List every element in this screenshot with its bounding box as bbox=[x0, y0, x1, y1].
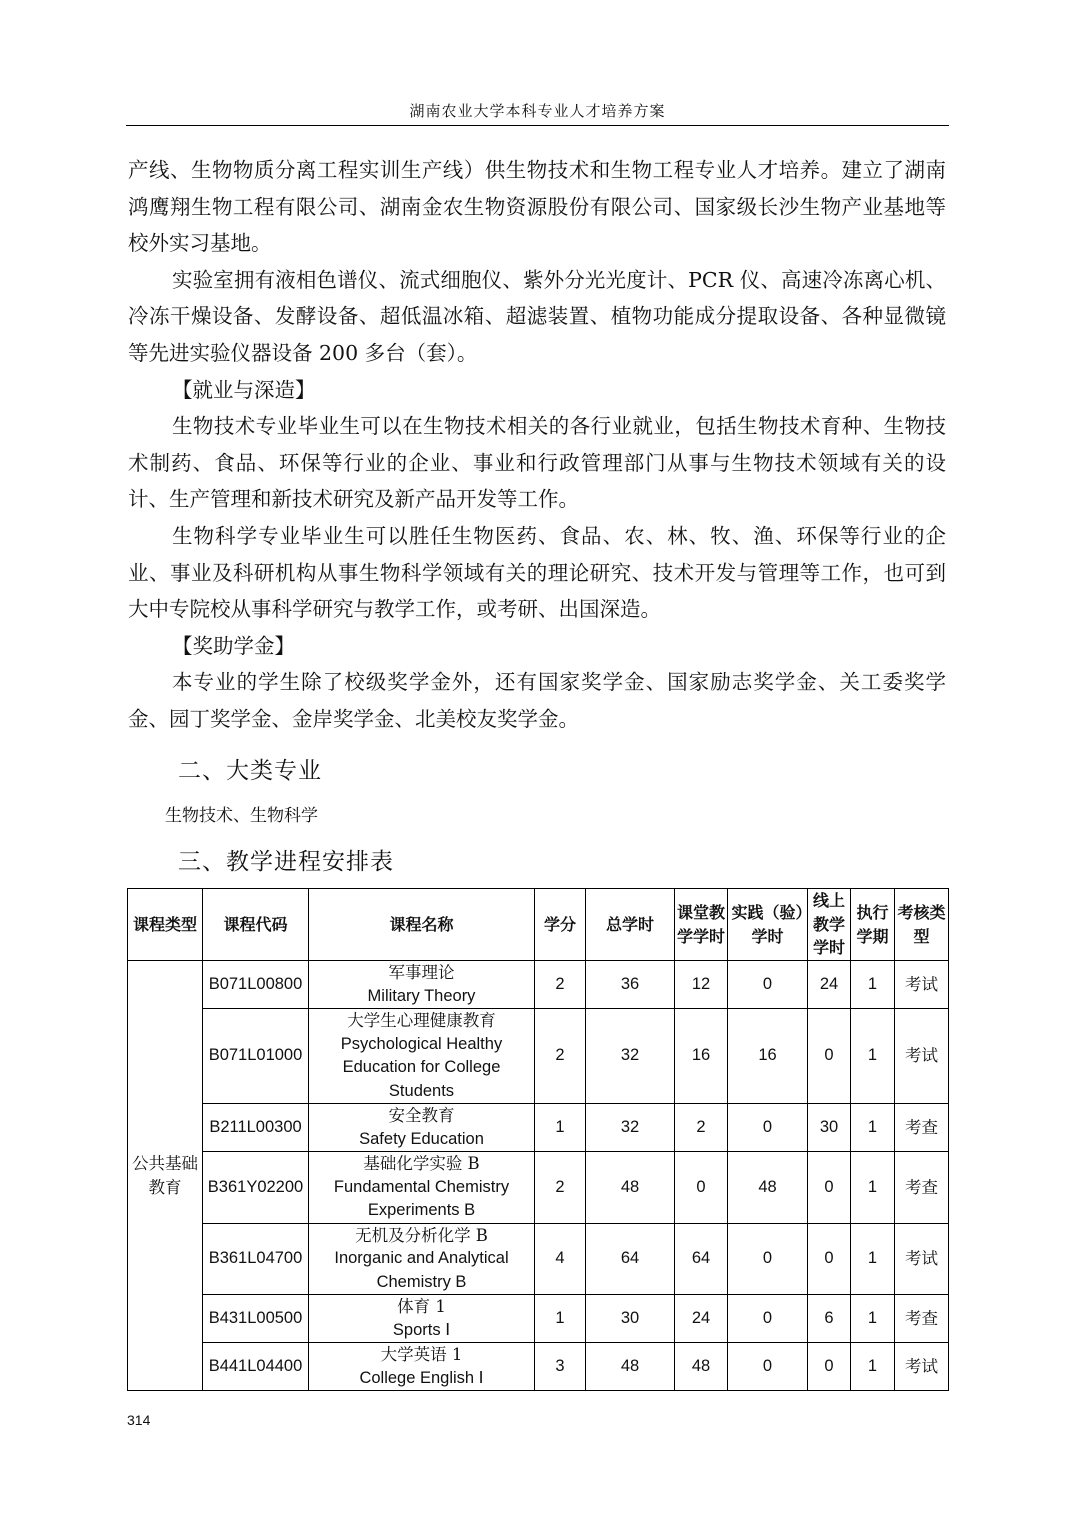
online-hours: 0 bbox=[808, 1009, 851, 1104]
assessment: 考试 bbox=[895, 1009, 949, 1104]
header-assessment: 考核类型 bbox=[895, 889, 949, 961]
semester: 1 bbox=[851, 1295, 895, 1343]
online-hours: 0 bbox=[808, 1223, 851, 1295]
practice-hours: 0 bbox=[728, 1223, 808, 1295]
body-text bbox=[128, 152, 946, 738]
category-cell: 公共基础教育 bbox=[128, 961, 203, 1391]
online-hours: 0 bbox=[808, 1152, 851, 1224]
majors-list: 生物技术、生物科学 bbox=[165, 806, 318, 826]
total-hours: 32 bbox=[586, 1104, 675, 1152]
assessment: 考试 bbox=[895, 1343, 949, 1391]
assessment: 考试 bbox=[895, 961, 949, 1009]
course-name-zh: 大学英语 1 bbox=[380, 1345, 463, 1364]
course-name-en: Safety Education bbox=[359, 1129, 484, 1148]
online-hours: 30 bbox=[808, 1104, 851, 1152]
course-name-en: Psychological Healthy Education for College Students bbox=[340, 1034, 503, 1100]
paragraph-bioscience-employment: 生物科学专业毕业生可以胜任生物医药、食品、农、林、牧、渔、环保等行业的企业、事业及科研机构从事生物科学领域有关的理论研究、技术开发与管理等工作，也可到大中专院校从事科学研究与教学工作，或考研、出国深造。 bbox=[128, 523, 946, 622]
classroom-hours: 12 bbox=[675, 961, 728, 1009]
table-row bbox=[128, 1009, 949, 1104]
assessment: 考试 bbox=[895, 1223, 949, 1295]
header-semester: 执行学期 bbox=[851, 889, 895, 961]
credits: 3 bbox=[535, 1343, 586, 1391]
course-code: B431L00500 bbox=[203, 1295, 309, 1343]
header-practice-hours: 实践（验）学时 bbox=[728, 889, 808, 961]
course-name bbox=[309, 1009, 535, 1104]
course-name bbox=[309, 1104, 535, 1152]
assessment: 考查 bbox=[895, 1152, 949, 1224]
semester: 1 bbox=[851, 1104, 895, 1152]
online-hours: 0 bbox=[808, 1343, 851, 1391]
total-hours: 48 bbox=[586, 1152, 675, 1224]
table-row bbox=[128, 1343, 949, 1391]
course-name-en: Fundamental Chemistry Experiments B bbox=[333, 1177, 510, 1219]
running-header: 湖南农业大学本科专业人才培养方案 bbox=[409, 102, 666, 120]
credits: 2 bbox=[535, 1152, 586, 1224]
course-name-zh: 基础化学实验 B bbox=[363, 1154, 480, 1173]
total-hours: 32 bbox=[586, 1009, 675, 1104]
course-code: B441L04400 bbox=[203, 1343, 309, 1391]
table-row bbox=[128, 1152, 949, 1224]
subheading-employment: 【就业与深造】 bbox=[172, 377, 316, 402]
course-name-zh: 大学生心理健康教育 bbox=[347, 1011, 496, 1030]
classroom-hours: 24 bbox=[675, 1295, 728, 1343]
header-course-type: 课程类型 bbox=[128, 889, 203, 961]
classroom-hours: 16 bbox=[675, 1009, 728, 1104]
credits: 1 bbox=[535, 1295, 586, 1343]
assessment: 考查 bbox=[895, 1104, 949, 1152]
practice-hours: 0 bbox=[728, 1104, 808, 1152]
table-row bbox=[128, 961, 949, 1009]
semester: 1 bbox=[851, 1009, 895, 1104]
semester: 1 bbox=[851, 1223, 895, 1295]
course-name-zh: 军事理论 bbox=[388, 963, 455, 982]
header-course-code: 课程代码 bbox=[203, 889, 309, 961]
course-name-zh: 安全教育 bbox=[388, 1106, 455, 1125]
table-row bbox=[128, 1104, 949, 1152]
semester: 1 bbox=[851, 961, 895, 1009]
paragraph-training-bases: 产线、生物物质分离工程实训生产线）供生物技术和生物工程专业人才培养。建立了湖南鸿鹰翔生物工程有限公司、湖南金农生物资源股份有限公司、国家级长沙生物产业基地等校外实习基地。 bbox=[128, 158, 946, 256]
credits: 4 bbox=[535, 1223, 586, 1295]
table-row bbox=[128, 1295, 949, 1343]
course-name-en: Inorganic and Analytical Chemistry B bbox=[334, 1249, 509, 1291]
semester: 1 bbox=[851, 1152, 895, 1224]
total-hours: 36 bbox=[586, 961, 675, 1009]
practice-hours: 0 bbox=[728, 1343, 808, 1391]
practice-hours: 0 bbox=[728, 961, 808, 1009]
course-name bbox=[309, 1152, 535, 1224]
section-heading-majors: 二、大类专业 bbox=[178, 758, 322, 784]
total-hours: 30 bbox=[586, 1295, 675, 1343]
course-name bbox=[309, 1223, 535, 1295]
header-course-name: 课程名称 bbox=[309, 889, 535, 961]
teaching-schedule-table bbox=[127, 888, 949, 1391]
classroom-hours: 48 bbox=[675, 1343, 728, 1391]
classroom-hours: 64 bbox=[675, 1223, 728, 1295]
course-code: B071L01000 bbox=[203, 1009, 309, 1104]
table-header-row bbox=[128, 889, 949, 961]
credits: 2 bbox=[535, 961, 586, 1009]
classroom-hours: 2 bbox=[675, 1104, 728, 1152]
header-total-hours: 总学时 bbox=[586, 889, 675, 961]
paragraph-lab-equipment: 实验室拥有液相色谱仪、流式细胞仪、紫外分光光度计、PCR 仪、高速冷冻离心机、冷冻干燥设备、发酵设备、超低温冰箱、超滤装置、植物功能成分提取设备、各种显微镜等先进实验仪器设备 200 多台（套）。 bbox=[128, 267, 946, 365]
course-name-en: College English Ⅰ bbox=[359, 1368, 484, 1387]
assessment: 考查 bbox=[895, 1295, 949, 1343]
course-name bbox=[309, 1295, 535, 1343]
course-name-zh: 无机及分析化学 B bbox=[355, 1225, 488, 1245]
total-hours: 64 bbox=[586, 1223, 675, 1295]
table-row bbox=[128, 1223, 949, 1295]
course-name bbox=[309, 961, 535, 1009]
header-online-hours: 线上教学学时 bbox=[808, 889, 851, 961]
header-credits: 学分 bbox=[535, 889, 586, 961]
page-number: 314 bbox=[127, 1412, 151, 1428]
course-code: B211L00300 bbox=[203, 1104, 309, 1152]
header-classroom-hours: 课堂教学学时 bbox=[675, 889, 728, 961]
credits: 2 bbox=[535, 1009, 586, 1104]
practice-hours: 0 bbox=[728, 1295, 808, 1343]
course-code: B361L04700 bbox=[203, 1223, 309, 1295]
paragraph-scholarships: 本专业的学生除了校级奖学金外，还有国家奖学金、国家励志奖学金、关工委奖学金、园丁奖学金、金岸奖学金、北美校友奖学金。 bbox=[128, 670, 946, 731]
practice-hours: 16 bbox=[728, 1009, 808, 1104]
online-hours: 6 bbox=[808, 1295, 851, 1343]
header-rule bbox=[126, 125, 949, 126]
practice-hours: 48 bbox=[728, 1152, 808, 1224]
classroom-hours: 0 bbox=[675, 1152, 728, 1224]
credits: 1 bbox=[535, 1104, 586, 1152]
paragraph-biotech-employment: 生物技术专业毕业生可以在生物技术相关的各行业就业，包括生物技术育种、生物技术制药、食品、环保等行业的企业、事业和行政管理部门从事与生物技术领域有关的设计、生产管理和新技术研究及新产品开发等工作。 bbox=[128, 414, 946, 512]
course-name-en: Sports Ⅰ bbox=[392, 1320, 451, 1339]
online-hours: 24 bbox=[808, 961, 851, 1009]
course-code: B361Y02200 bbox=[203, 1152, 309, 1224]
total-hours: 48 bbox=[586, 1343, 675, 1391]
section-heading-schedule: 三、教学进程安排表 bbox=[178, 849, 394, 875]
course-name-zh: 体育 1 bbox=[397, 1297, 446, 1316]
subheading-scholarships: 【奖助学金】 bbox=[172, 633, 295, 658]
course-code: B071L00800 bbox=[203, 961, 309, 1009]
course-name bbox=[309, 1343, 535, 1391]
semester: 1 bbox=[851, 1343, 895, 1391]
course-name-en: Military Theory bbox=[367, 986, 476, 1005]
